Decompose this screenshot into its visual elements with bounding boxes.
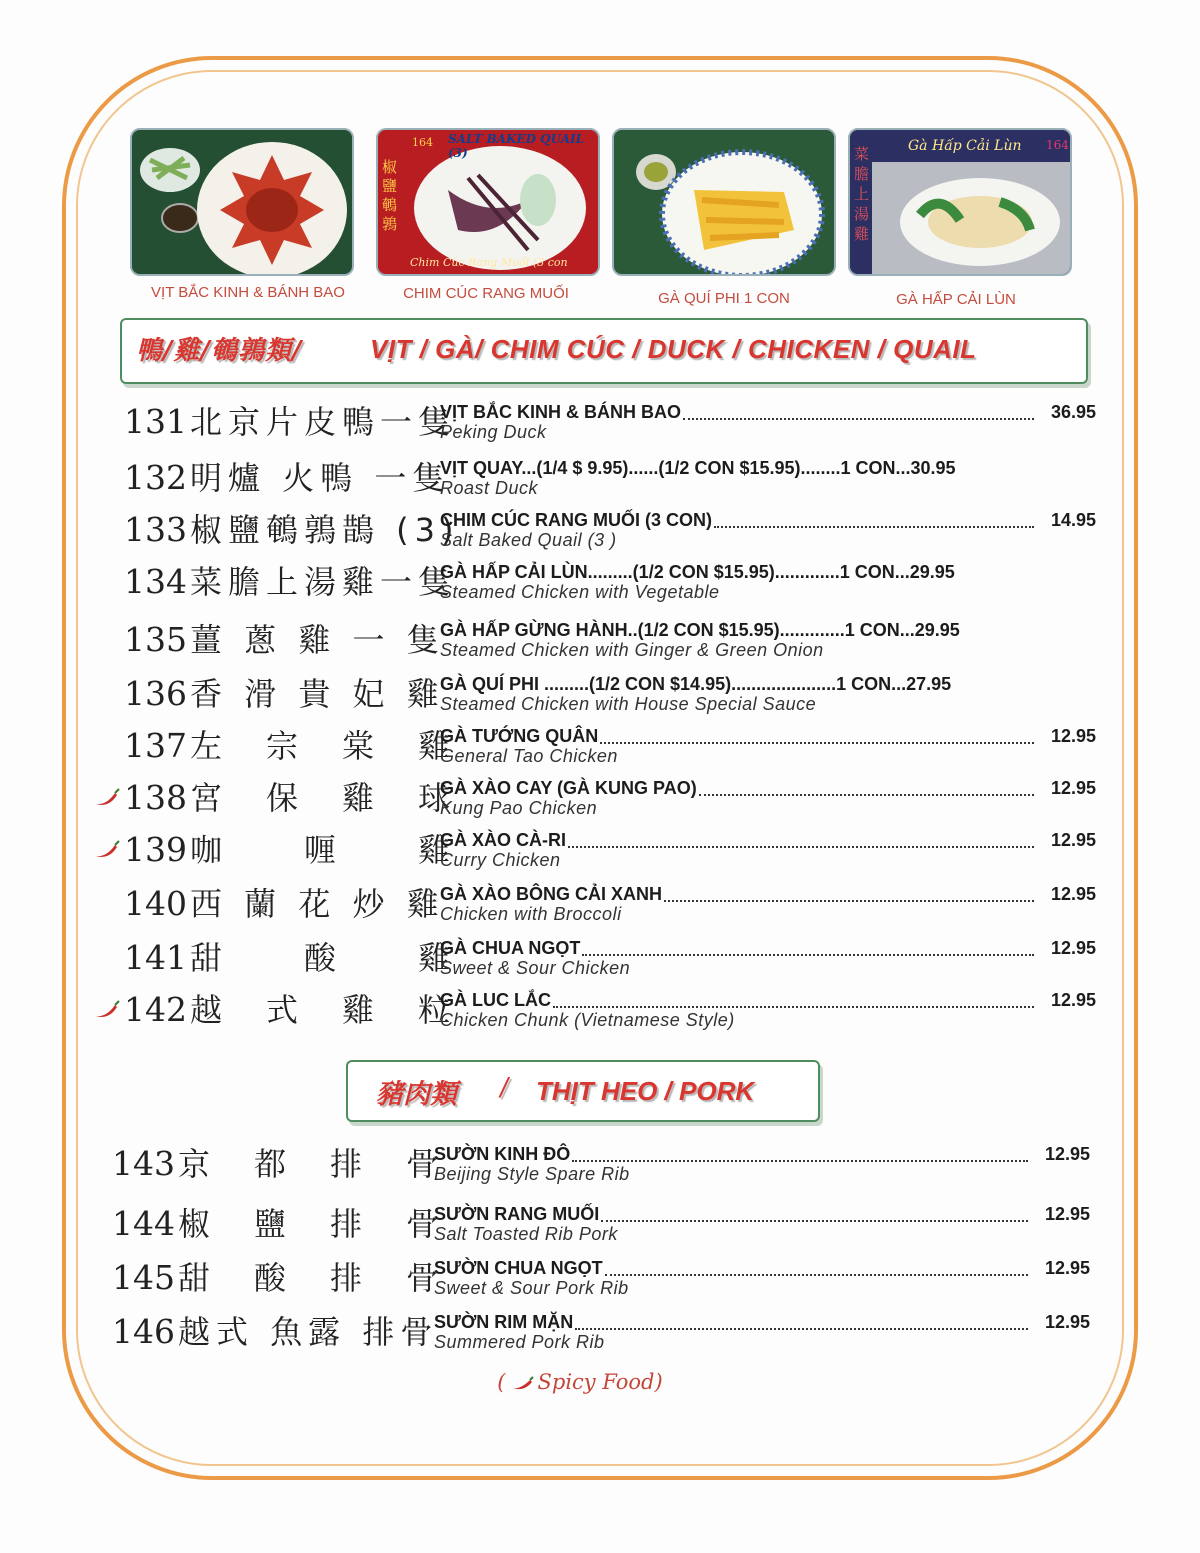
item-vietnamese-name: GÀ TƯỚNG QUÂN [440,726,599,746]
quail-photo-subtitle: Chim Cúc Rang Muối (3 con [410,256,568,269]
item-price: 12.95 [1044,1204,1090,1224]
section-title-chinese: 豬肉類 [376,1079,457,1110]
item-vietnamese-name: SƯỜN KINH ĐÔ [434,1144,571,1164]
item-number: 141 [124,938,187,977]
section-title-separator: / [500,1072,508,1103]
item-price: 12.95 [1050,726,1096,746]
item-chinese-name: 宮 保 雞 球 [190,779,457,817]
item-vietnamese-name: VỊT BẮC KINH & BÁNH BAO [440,402,681,422]
photo-caption: VỊT BẮC KINH & BÁNH BAO [151,284,345,301]
item-chinese-name: 左 宗 棠 雞 [190,727,457,765]
item-number: 139 [124,830,187,869]
item-chinese-name: 甜 酸 雞 [190,939,457,977]
item-vietnamese-name: GÀ HẤP CẢI LÙN.........(1/2 CON $15.95).............1 CON...29.95 [440,562,955,582]
item-english-name: Steamed Chicken with Ginger & Green Onion [440,640,824,660]
item-vietnamese-name: GÀ XÀO CÀ-RI [440,830,566,850]
menu-item-row [0,458,1200,510]
item-number: 135 [124,620,187,659]
quail-photo-vertical-text: 椒鹽鵪鶉 [382,158,398,233]
item-english-name: Salt Toasted Rib Pork [434,1224,618,1244]
item-chinese-name: 香 滑 貴 妃 雞 [190,675,445,713]
menu-item-row [0,1312,1200,1364]
section-banner-pork [346,1060,820,1122]
dot-leader [601,1218,1028,1222]
item-number: 131 [124,402,187,441]
item-vietnamese-name: GÀ QUÍ PHI .........(1/2 CON $14.95).....................1 CON...27.95 [440,674,952,694]
photo-caption: GÀ QUÍ PHI 1 CON [658,290,790,307]
item-number: 140 [124,884,187,923]
item-chinese-name: 越式 魚露 排骨 [178,1313,439,1351]
item-chinese-name: 北京片皮鴨一隻 [190,403,457,441]
photo-peking-duck [130,128,354,276]
item-chinese-name: 菜膽上湯雞一隻 [190,563,457,601]
quail-photo-label: SALT BAKED QUAIL (3) [448,132,585,160]
item-price: 12.95 [1044,1258,1090,1278]
item-price: 12.95 [1050,884,1096,904]
item-number: 136 [124,674,187,713]
dot-leader [572,1158,1028,1162]
legend-open-paren: ( [497,1370,506,1394]
item-number: 134 [124,562,187,601]
item-price: 12.95 [1050,830,1096,850]
menu-item-row [0,562,1200,614]
menu-item-row [0,1258,1200,1310]
chili-icon [510,1376,534,1392]
menu-item-row [0,938,1200,990]
dot-leader [600,740,1034,744]
dot-leader [714,524,1034,528]
menu-item-row [0,990,1200,1042]
item-price: 12.95 [1044,1312,1090,1332]
item-english-name: General Tao Chicken [440,746,618,766]
item-english-name: Steamed Chicken with Vegetable [440,582,720,602]
cai-lun-photo-vertical-text: 菜膽上湯雞 [854,145,870,243]
item-vietnamese-name: CHIM CÚC RANG MUỐI (3 CON) [440,510,712,530]
item-chinese-name: 明爐 火鴨 一隻 [190,459,451,497]
item-english-name: Sweet & Sour Pork Rib [434,1278,629,1298]
dot-leader [664,898,1034,902]
item-chinese-name: 咖 喱 雞 [190,831,457,869]
item-vietnamese-name: SƯỜN RANG MUỐI [434,1204,600,1224]
photo-caption: CHIM CÚC RANG MUỐI [403,285,569,302]
item-chinese-name: 椒鹽鵪鶉鵲 (3) [190,511,460,549]
item-price: 12.95 [1044,1144,1090,1164]
section-title: THỊT HEO / PORK [536,1076,755,1106]
item-vietnamese-name: SƯỜN RIM MẶN [434,1312,574,1332]
item-number: 133 [124,510,187,549]
item-price: 36.95 [1050,402,1096,422]
item-number: 146 [112,1312,175,1351]
photo-ga-qui-phi [612,128,836,276]
item-number: 132 [124,458,187,497]
item-price: 14.95 [1050,510,1096,530]
cai-lun-photo-label: Gà Hấp Cải Lùn [908,138,1022,154]
menu-item-row [0,510,1200,562]
item-chinese-name: 越 式 雞 粒 [190,991,457,1029]
photo-ga-hap-cai-lun [848,128,1072,276]
section-banner-poultry [120,318,1088,384]
item-number: 137 [124,726,187,765]
item-chinese-name: 京 都 排 骨 [178,1145,445,1183]
menu-item-row [0,726,1200,778]
item-vietnamese-name: GÀ LUC LẮC [440,990,551,1010]
item-number: 143 [112,1144,175,1183]
item-vietnamese-name: GÀ HẤP GỪNG HÀNH..(1/2 CON $15.95).............1 CON...29.95 [440,620,960,640]
photo-salt-baked-quail [376,128,600,276]
item-chinese-name: 薑 蔥 雞 一 隻 [190,621,445,659]
item-chinese-name: 甜 酸 排 骨 [178,1259,445,1297]
item-english-name: Chicken with Broccoli [440,904,622,924]
item-number: 142 [124,990,187,1029]
dot-leader [699,792,1034,796]
cai-lun-photo-badge: 164 [1046,138,1069,152]
legend-text: Spicy Food) [537,1370,663,1394]
chili-icon [92,786,120,808]
item-vietnamese-name: VỊT QUAY...(1/4 $ 9.95)......(1/2 CON $15.95)........1 CON...30.95 [440,458,956,478]
peking-duck-illustration [132,130,354,276]
item-english-name: Beijing Style Spare Rib [434,1164,630,1184]
item-chinese-name: 西 蘭 花 炒 雞 [190,885,445,923]
dot-leader [605,1272,1028,1276]
menu-item-row [0,674,1200,726]
item-english-name: Steamed Chicken with House Special Sauce [440,694,817,714]
item-english-name: Chicken Chunk (Vietnamese Style) [440,1010,735,1030]
menu-item-row [0,1144,1200,1196]
photo-caption: GÀ HẤP CẢI LÙN [896,291,1016,308]
item-english-name: Salt Baked Quail (3 ) [440,530,617,550]
menu-item-row [0,830,1200,882]
item-number: 144 [112,1204,175,1243]
item-vietnamese-name: GÀ XÀO CAY (GÀ KUNG PAO) [440,778,697,798]
dot-leader [575,1326,1028,1330]
item-english-name: Curry Chicken [440,850,561,870]
item-number: 145 [112,1258,175,1297]
chili-icon [92,838,120,860]
item-english-name: Sweet & Sour Chicken [440,958,631,978]
ga-qui-phi-illustration [614,130,836,276]
menu-item-row [0,778,1200,830]
item-vietnamese-name: SƯỜN CHUA NGỌT [434,1258,603,1278]
menu-item-row [0,884,1200,936]
section-title-chinese: 鴨/雞/鵪鶉類/ [136,336,303,366]
item-english-name: Roast Duck [440,478,539,498]
dot-leader [553,1004,1034,1008]
menu-item-row [0,1204,1200,1256]
quail-photo-badge: 164 [412,136,433,149]
item-vietnamese-name: GÀ XÀO BÔNG CẢI XANH [440,884,663,904]
item-price: 12.95 [1050,990,1096,1010]
item-english-name: Peking Duck [440,422,547,442]
item-english-name: Summered Pork Rib [434,1332,605,1352]
item-english-name: Kung Pao Chicken [440,798,598,818]
item-vietnamese-name: GÀ CHUA NGỌT [440,938,581,958]
item-chinese-name: 椒 鹽 排 骨 [178,1205,445,1243]
dot-leader [582,952,1034,956]
menu-item-row [0,402,1200,454]
spicy-legend [0,1370,1160,1394]
chili-icon [92,998,120,1020]
menu-item-row [0,620,1200,672]
item-price: 12.95 [1050,938,1096,958]
dot-leader [683,416,1034,420]
item-price: 12.95 [1050,778,1096,798]
section-title: VỊT / GÀ/ CHIM CÚC / DUCK / CHICKEN / QUAIL [370,334,977,364]
dot-leader [568,844,1034,848]
item-number: 138 [124,778,187,817]
